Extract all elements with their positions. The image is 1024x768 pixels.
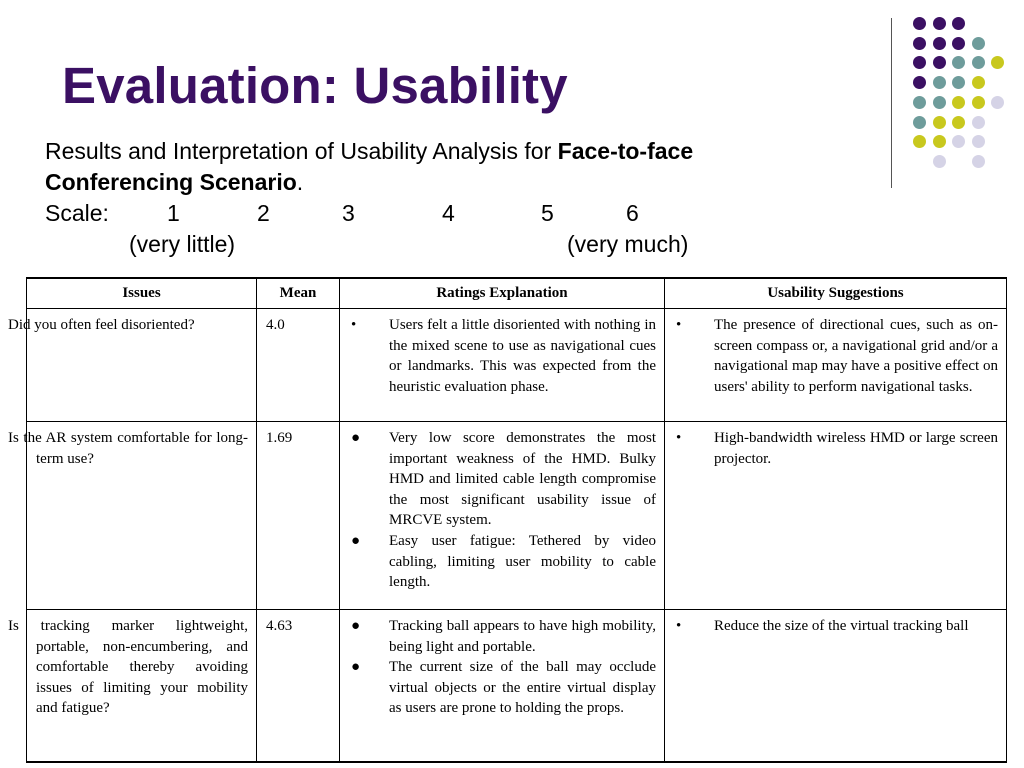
- decor-dot: [913, 96, 926, 109]
- explanation-cell: [340, 309, 665, 422]
- explanation-text: The current size of the ball may occlude virtual objects or the entire virtual display as users are prone to holding the props.: [389, 659, 656, 717]
- slide-title: Evaluation: Usability: [62, 57, 568, 114]
- decor-dot: [913, 17, 926, 30]
- decor-divider-line: [891, 18, 892, 188]
- decor-dot: [933, 56, 946, 69]
- subtitle-bold-part-2: Conferencing Scenario: [45, 169, 297, 195]
- decor-dot: [972, 116, 985, 129]
- scale-label: Scale:: [45, 200, 109, 226]
- suggestion-item: [674, 428, 998, 469]
- suggestion-item: [674, 616, 998, 637]
- explanation-cell: [340, 610, 665, 762]
- suggestion-cell: [665, 309, 1007, 422]
- bullet-marker: ●: [351, 532, 361, 549]
- decor-dot: [933, 17, 946, 30]
- decor-dot: [952, 17, 965, 30]
- scale-value-4: 4: [442, 200, 455, 226]
- issue-cell: Is the AR system comfortable for long-term use?: [27, 422, 257, 610]
- scale-high-caption: (very much): [567, 231, 689, 257]
- bullet-marker: •: [351, 317, 357, 333]
- suggestion-cell: [665, 422, 1007, 610]
- explanation-item: [349, 315, 656, 397]
- scale-value-1: 1: [167, 200, 180, 226]
- suggestion-text: The presence of directional cues, such as on-screen compass or, a navigational grid and/or a navigational map may have a positive effect on users' ability to perform navigational tasks.: [714, 317, 998, 395]
- decor-dot: [952, 116, 965, 129]
- mean-cell: 1.69: [257, 422, 340, 610]
- issue-cell: Did you often feel disoriented?: [27, 309, 257, 422]
- subtitle-bold-part-1: Face-to-face: [557, 138, 694, 164]
- explanation-text: Users felt a little disoriented with nothing in the mixed scene to use as navigational cues or landmarks. This was expected from the heuristic evaluation phase.: [389, 317, 656, 395]
- decor-dot: [933, 135, 946, 148]
- subtitle-suffix: .: [296, 169, 304, 195]
- subtitle-line-2: [45, 167, 805, 198]
- scale-low-caption: (very little): [129, 231, 236, 257]
- scale-value-6: 6: [626, 200, 639, 226]
- decor-dot: [913, 37, 926, 50]
- explanation-item: [349, 531, 656, 593]
- suggestion-text: Reduce the size of the virtual tracking ball: [714, 618, 969, 634]
- table-row: [27, 309, 1007, 422]
- subtitle-line-1: [45, 136, 805, 167]
- header-usability-suggestions: Usability Suggestions: [665, 278, 1007, 309]
- decor-dot: [972, 96, 985, 109]
- mean-cell: 4.0: [257, 309, 340, 422]
- decor-dot: [972, 155, 985, 168]
- decor-dot: [991, 96, 1004, 109]
- decor-dot: [933, 76, 946, 89]
- table-row: [27, 422, 1007, 610]
- decor-dot: [972, 135, 985, 148]
- suggestion-text: High-bandwidth wireless HMD or large screen projector.: [714, 430, 998, 467]
- header-issues: Issues: [27, 278, 257, 309]
- decor-dot: [933, 155, 946, 168]
- decor-dot: [952, 135, 965, 148]
- bullet-marker: ●: [351, 659, 361, 676]
- scale-value-2: 2: [257, 200, 270, 226]
- header-mean: Mean: [257, 278, 340, 309]
- decor-dot: [952, 37, 965, 50]
- decor-dot: [913, 56, 926, 69]
- decor-dot: [952, 76, 965, 89]
- scale-value-5: 5: [541, 200, 554, 226]
- explanation-item: [349, 657, 656, 719]
- subtitle-prefix: Results and Interpretation of Usability Analysis for: [45, 138, 558, 164]
- usability-results-table: [8, 277, 1007, 763]
- decor-dot: [933, 116, 946, 129]
- explanation-item: [349, 616, 656, 657]
- decor-dot: [972, 37, 985, 50]
- scale-caption-row: [45, 229, 805, 260]
- table-row: [27, 610, 1007, 762]
- decor-dot: [913, 135, 926, 148]
- table-header-row: [27, 278, 1007, 309]
- explanation-cell: [340, 422, 665, 610]
- decor-dot: [952, 96, 965, 109]
- decor-dot: [933, 37, 946, 50]
- bullet-marker: •: [676, 317, 682, 333]
- decor-dot: [952, 56, 965, 69]
- decor-dot: [913, 76, 926, 89]
- scale-value-3: 3: [342, 200, 355, 226]
- mean-cell: 4.63: [257, 610, 340, 762]
- bullet-marker: ●: [351, 618, 361, 634]
- decor-dot: [972, 56, 985, 69]
- decor-dot: [933, 96, 946, 109]
- bullet-marker: •: [676, 618, 682, 634]
- explanation-text: Tracking ball appears to have high mobility, being light and portable.: [389, 618, 656, 655]
- explanation-text: Easy user fatigue: Tethered by video cabling, limiting user mobility to cable length.: [389, 532, 656, 591]
- issue-cell: Is tracking marker lightweight, portable, non-encumbering, and comfortable thereby avoiding issues of limiting your mobility and fatigue?: [27, 610, 257, 762]
- subtitle-block: [45, 136, 805, 260]
- decor-dot: [913, 116, 926, 129]
- suggestion-cell: [665, 610, 1007, 762]
- decor-dot: [972, 76, 985, 89]
- explanation-text: Very low score demonstrates the most important weakness of the HMD. Bulky HMD and limited cable length compromise the most significant usability issue of MRCVE system.: [389, 430, 656, 529]
- header-ratings-explanation: Ratings Explanation: [340, 278, 665, 309]
- explanation-item: [349, 428, 656, 531]
- bullet-marker: ●: [351, 430, 361, 446]
- decor-dot: [991, 56, 1004, 69]
- bullet-marker: •: [676, 430, 682, 446]
- scale-row: [45, 198, 805, 229]
- suggestion-item: [674, 315, 998, 397]
